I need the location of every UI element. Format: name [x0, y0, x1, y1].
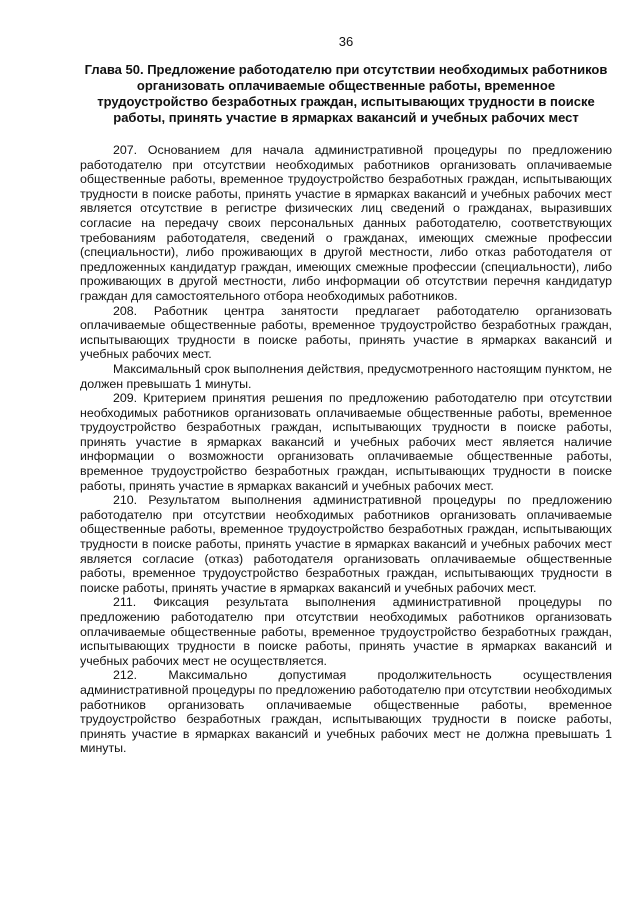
page-number: 36 — [338, 34, 354, 49]
paragraph-208-deadline: Максимальный срок выполнения действия, предусмотренного настоящим пунктом, не должен превышать 1 минуты. — [80, 361, 612, 391]
paragraph-210: 210. Результатом выполнения административной процедуры по предложению работодателю при отсутствии необходимых работников организовать оплачиваемые общественные работы, временное трудоустройство безработных граждан, испытывающих трудности в поиске работы, принять участие в ярмарках вакансий и учебных рабочих мест является согласие (отказ) работодателя организовать оплачиваемые общественные работы, временное трудоустройство безработных граждан, испытывающих трудности в поиске работы, принять участие в ярмарках вакансий и учебных рабочих мест. — [80, 493, 612, 595]
paragraph-208: 208. Работник центра занятости предлагает работодателю организовать оплачиваемые общественные работы, временное трудоустройство безработных граждан, испытывающих трудности в поиске работы, принять участие в ярмарках вакансий и учебных рабочих мест. — [80, 303, 612, 362]
paragraph-211: 211. Фиксация результата выполнения административной процедуры по предложению работодателю при отсутствии необходимых работников организовать оплачиваемые общественные работы, временное трудоустройство безработных граждан, испытывающих трудности в поиске работы, принять участие в ярмарках вакансий и учебных рабочих мест не осуществляется. — [80, 595, 612, 668]
paragraph-212: 212. Максимально допустимая продолжительность осуществления административной процедуры по предложению работодателю при отсутствии необходимых работников организовать оплачиваемые общественные работы, временное трудоустройство безработных граждан, испытывающих трудности в поиске работы, принять участие в ярмарках вакансий и учебных рабочих мест не должна превышать 1 минуты. — [80, 668, 612, 756]
paragraph-207: 207. Основанием для начала административной процедуры по предложению работодателю при отсутствии необходимых работников организовать оплачиваемые общественные работы, временное трудоустройство безработных граждан, испытывающих трудности в поиске работы, принять участие в ярмарках вакансий и учебных рабочих мест является отсутствие в регистре физических лиц сведений о гражданах, выразивших согласие на передачу своих персональных данных работодателю, соответствующих требованиям работодателя, сведений о гражданах, имеющих смежные профессии (специальности), либо проживающих в другой местности, либо отказ работодателя от предложенных кандидатур граждан, имеющих смежные профессии (специальности), либо проживающих в другой местности, либо информации об отсутствии перечня кандидатур граждан для самостоятельного отбора необходимых работников. — [80, 143, 612, 303]
chapter-title: Глава 50. Предложение работодателю при отсутствии необходимых работников организовать оплачиваемые общественные работы, временное трудоустройство безработных граждан, испытывающих трудности в поиске работы, принять участие в ярмарках вакансий и учебных рабочих мест — [84, 62, 608, 125]
document-page — [80, 34, 612, 756]
paragraph-209: 209. Критерием принятия решения по предложению работодателю при отсутствии необходимых работников организовать оплачиваемые общественные работы, временное трудоустройство безработных граждан, испытывающих трудности в поиске работы, принять участие в ярмарках вакансий и учебных рабочих мест является наличие информации о возможности организовать оплачиваемые общественные работы, временное трудоустройство безработных граждан, испытывающих трудности в поиске работы, принять участие в ярмарках вакансий и учебных рабочих мест. — [80, 391, 612, 493]
